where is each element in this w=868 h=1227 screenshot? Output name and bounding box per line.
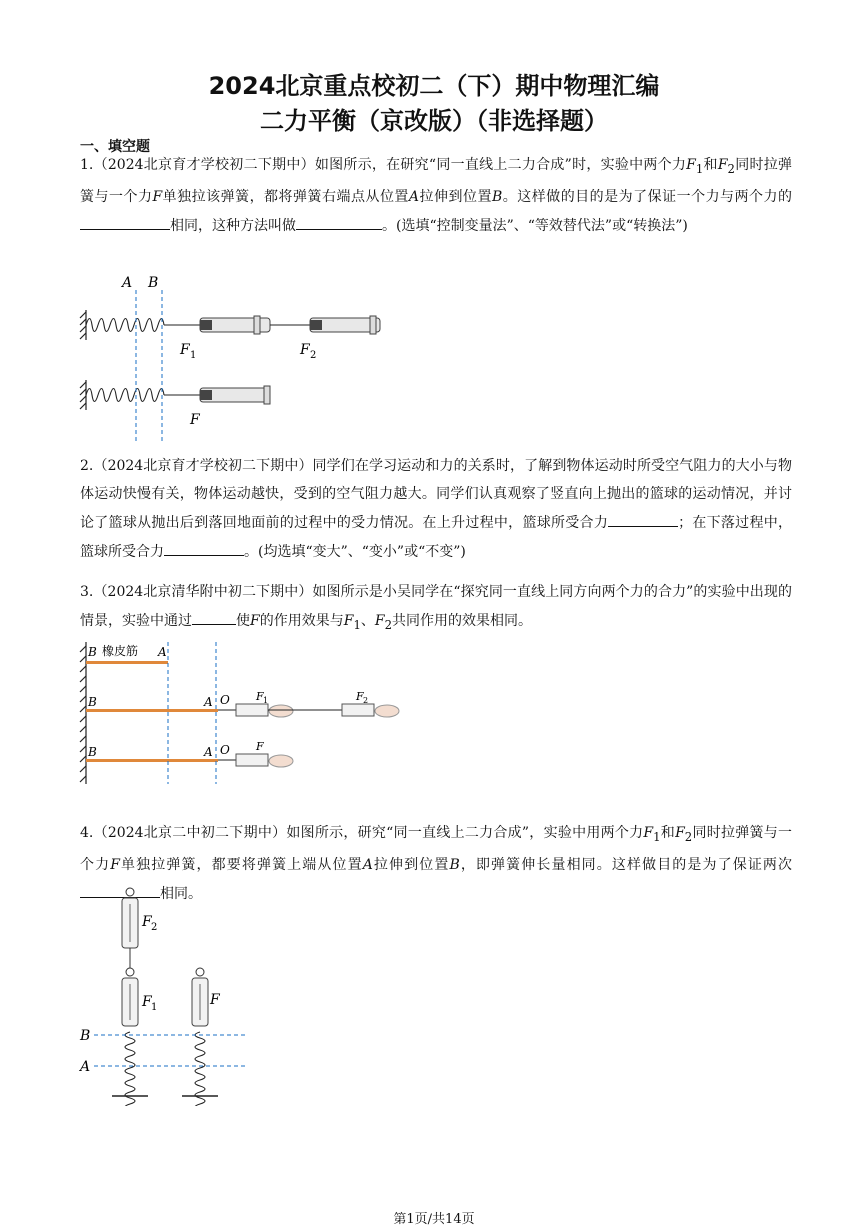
hand-3 xyxy=(269,755,293,767)
svg-text:A: A xyxy=(204,745,213,759)
label-b: B xyxy=(148,275,159,291)
svg-text:O: O xyxy=(220,743,230,757)
label-f1: F xyxy=(180,342,190,358)
svg-text:2: 2 xyxy=(151,922,158,933)
question-4: 4.（2024北京二中初二下期中）如图所示，研究“同一直线上二力合成”，实验中用两个力$F_1$和$F_2$同时拉弹簧与一个力F单独拉弹簧，都要将弹簧上端从位置A拉伸到位置B，即弹簧伸长量相同。这样做目的是为了保证两次相同。 xyxy=(80,825,793,902)
spring-scale-f2 xyxy=(310,316,380,334)
scale-f1 xyxy=(236,704,268,716)
spring-scale-f1 xyxy=(200,316,270,334)
rubber-band-2 xyxy=(86,709,218,712)
rubber-band-3 xyxy=(86,759,218,762)
answer-blank-1b[interactable] xyxy=(296,211,382,230)
svg-text:F: F xyxy=(142,914,152,930)
question-1: 1.（2024北京育才学校初二下期中）如图所示，在研究“同一直线上二力合成”时，实验中两个力$F_1$和$F_2$同时拉弹簧与一个力F单独拉该弹簧，都将弹簧右端点从位置A拉伸到位置B。这样做的目的是为了保证一个力与两个力的相同，这种方法叫做 。(选填“控制变量法”、“等效替代法”或“转换法”) xyxy=(80,157,793,234)
spring-bottom xyxy=(86,389,164,402)
label-a: A xyxy=(80,1059,91,1075)
svg-text:F: F xyxy=(256,740,264,753)
question-3: 3.（2024北京清华附中初二下期中）如图所示是小吴同学在“探究同一直线上同方向两个力的合力”的实验中出现的情景，实验中通过 使F的作用效果与$F_1$、$F_2$共同作用的效果相同。 xyxy=(80,584,792,632)
svg-text:1: 1 xyxy=(263,696,269,705)
scale-f2 xyxy=(342,704,374,716)
spring-top xyxy=(86,319,164,332)
spring-left xyxy=(125,1032,135,1106)
svg-text:F: F xyxy=(256,690,264,703)
svg-text:B: B xyxy=(88,695,97,709)
svg-text:F: F xyxy=(356,690,364,703)
label-a: A xyxy=(122,275,133,291)
label-f2: F xyxy=(300,342,310,358)
question-2: 2.（2024北京育才学校初二下期中）同学们在学习运动和力的关系时，了解到物体运动时所受空气阻力的大小与物体运动快慢有关，物体运动越快，受到的空气阻力越大。同学们认真观察了竖直向上抛出的篮球的运动情况，并讨论了篮球从抛出后到落回地面前的过程中的受力情况。在上升过程中，篮球所受合力 ；在下落过程中，篮球所受合力 。(均选填“变大”、“变小”或“不变”) xyxy=(80,458,793,560)
figure-1-spring-experiment xyxy=(78,272,398,444)
rubber-band-1 xyxy=(86,661,168,664)
wall-hatch-top xyxy=(80,310,86,340)
page-title-line1: 2024北京重点校初二（下）期中物理汇编 xyxy=(208,72,660,100)
svg-text:O: O xyxy=(220,693,230,707)
label-f: F xyxy=(190,412,200,428)
svg-text:2: 2 xyxy=(310,350,317,361)
answer-blank-2a[interactable] xyxy=(608,508,678,527)
answer-blank-2b[interactable] xyxy=(164,537,244,556)
figure-4-vertical-spring-experiment xyxy=(76,886,252,1106)
page-footer: 第1页/共14页 xyxy=(393,1212,475,1227)
scale-f xyxy=(236,754,268,766)
rubber-band-label: 橡皮筋 xyxy=(102,644,139,658)
hand-2 xyxy=(375,705,399,717)
section-heading: 一、填空题 xyxy=(80,139,150,155)
hand-1 xyxy=(269,705,293,717)
svg-text:1: 1 xyxy=(151,1002,158,1013)
page-title-line2: 二力平衡（京改版）（非选择题） xyxy=(260,107,608,135)
label-b: B xyxy=(80,1028,91,1044)
answer-blank-1a[interactable] xyxy=(80,211,170,230)
spring-scale-f xyxy=(200,386,270,404)
svg-text:B: B xyxy=(88,645,97,659)
spring-right xyxy=(195,1032,205,1106)
svg-text:B: B xyxy=(88,745,97,759)
svg-text:F: F xyxy=(210,992,220,1008)
svg-text:1: 1 xyxy=(190,350,197,361)
svg-text:A: A xyxy=(158,645,167,659)
wall-hatch-bottom xyxy=(80,380,86,410)
svg-text:A: A xyxy=(204,695,213,709)
svg-text:2: 2 xyxy=(363,696,369,705)
figure-3-rubber-band-experiment xyxy=(76,640,406,786)
answer-blank-3[interactable] xyxy=(192,606,236,625)
svg-text:F: F xyxy=(142,994,152,1010)
wall-hatch xyxy=(80,642,86,784)
